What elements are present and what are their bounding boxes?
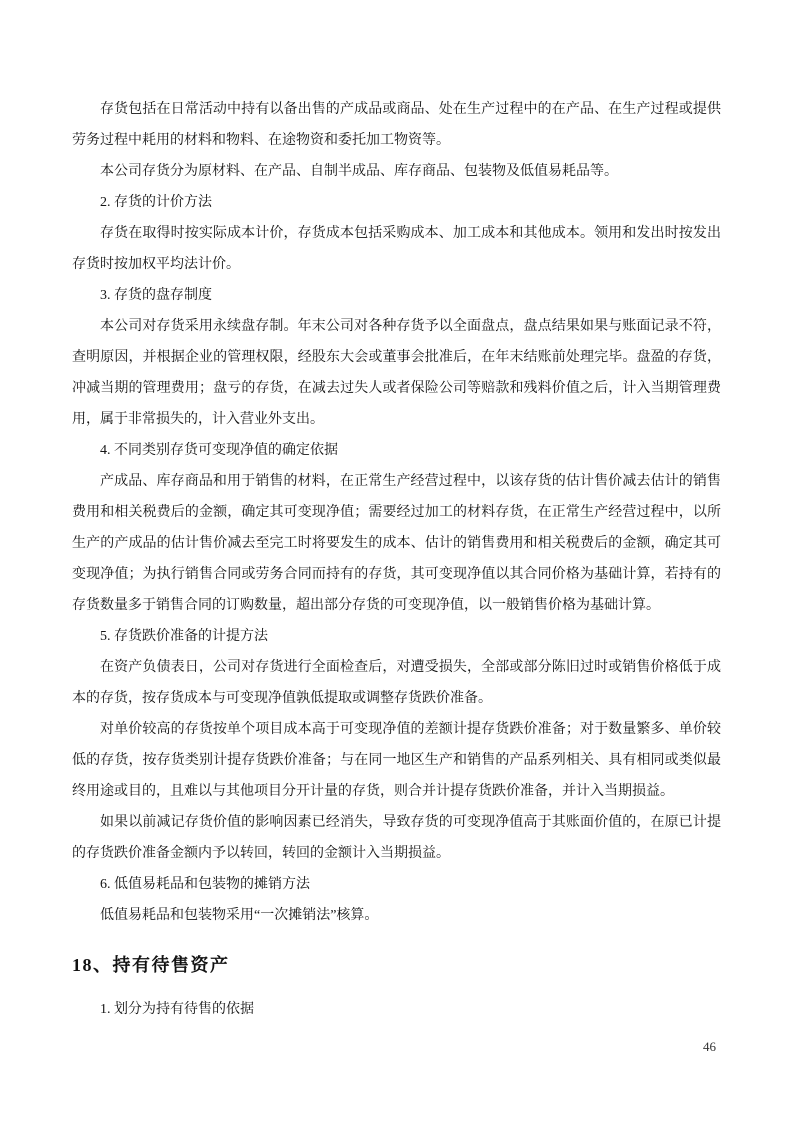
body-paragraph: 本公司存货分为原材料、在产品、自制半成品、库存商品、包装物及低值易耗品等。 — [100, 164, 618, 179]
body-paragraph: 产成品、库存商品和用于销售的材料，在正常生产经营过程中，以该存货的估计售价减去估计的销售费用和相关税费后的金额，确定其可变现净值；需要经过加工的材料存货，在正常生产经营过程中，以所生产的产成品的估计售价减去至完工时将要发生的成本、估计的销售费用和相关税费后的金额，确定其可变现净值；为执行销售合同或劳务合同而持有的存货，其可变现净值以其合同价格为基础计算，若持有的存货数量多于销售合同的订购数量，超出部分存货的可变现净值，以一般销售价格为基础计算。 — [72, 474, 721, 613]
numbered-item: 6. 低值易耗品和包装物的摊销方法 — [100, 877, 310, 892]
body-paragraph: 存货在取得时按实际成本计价，存货成本包括采购成本、加工成本和其他成本。领用和发出时按发出存货时按加权平均法计价。 — [72, 226, 721, 272]
numbered-item: 5. 存货跌价准备的计提方法 — [100, 629, 268, 644]
numbered-item: 2. 存货的计价方法 — [100, 195, 212, 210]
numbered-item: 1. 划分为持有待售的依据 — [100, 1002, 254, 1017]
body-paragraph: 对单价较高的存货按单个项目成本高于可变现净值的差额计提存货跌价准备；对于数量繁多、单价较低的存货，按存货类别计提存货跌价准备；与在同一地区生产和销售的产品系列相关、具有相同或类似最终用途或目的，且难以与其他项目分开计量的存货，则合并计提存货跌价准备，并计入当期损益。 — [72, 722, 721, 799]
body-paragraph: 存货包括在日常活动中持有以备出售的产成品或商品、处在生产过程中的在产品、在生产过程或提供劳务过程中耗用的材料和物料、在途物资和委托加工物资等。 — [72, 102, 721, 148]
section-heading: 18、持有待售资产 — [72, 955, 230, 975]
page-number: 46 — [703, 1039, 716, 1054]
body-paragraph: 在资产负债表日，公司对存货进行全面检查后，对遭受损失，全部或部分陈旧过时或销售价格低于成本的存货，按存货成本与可变现净值孰低提取或调整存货跌价准备。 — [72, 660, 721, 706]
numbered-item: 3. 存货的盘存制度 — [100, 288, 212, 303]
body-paragraph: 低值易耗品和包装物采用“一次摊销法”核算。 — [100, 908, 379, 923]
numbered-item: 4. 不同类别存货可变现净值的确定依据 — [100, 443, 338, 458]
body-paragraph: 如果以前减记存货价值的影响因素已经消失，导致存货的可变现净值高于其账面价值的，在原已计提的存货跌价准备金额内予以转回，转回的金额计入当期损益。 — [72, 815, 721, 861]
page-content — [72, 94, 721, 1025]
body-paragraph: 本公司对存货采用永续盘存制。年末公司对各种存货予以全面盘点，盘点结果如果与账面记录不符，查明原因，并根据企业的管理权限，经股东大会或董事会批准后，在年末结账前处理完毕。盘盈的存货，冲减当期的管理费用；盘亏的存货，在减去过失人或者保险公司等赔款和残料价值之后，计入当期管理费用，属于非常损失的，计入营业外支出。 — [72, 319, 721, 427]
